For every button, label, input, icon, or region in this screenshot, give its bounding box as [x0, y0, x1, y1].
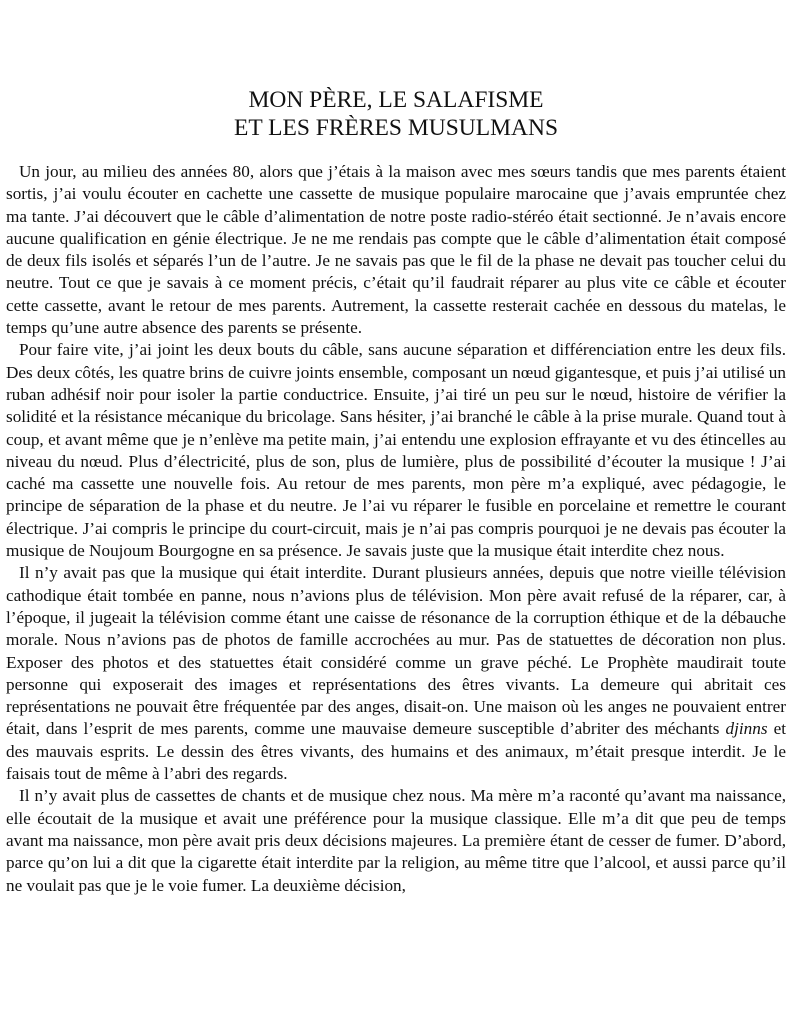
- chapter-title-line-2: ET LES FRÈRES MUSULMANS: [233, 115, 559, 141]
- body-text: [6, 161, 786, 897]
- paragraph-3-text-before: Il n’y avait pas que la musique qui était interdite. Durant plusieurs années, depuis que notre vieille télévision cathodique était tombée en panne, nous n’avions plus de télévision. Mon père avait refusé de la réparer, car, à l’époque, il jugeait la télévision comme étant une caisse de résonance de la corruption éthique et de la débauche morale. Nous n’avions pas de photos de famille accrochées au mur. Pas de statuettes de décoration non plus. Exposer des photos et des statuettes était considéré comme un grave péché. Le Prophète maudirait toute personne qui exposerait des images et représentations des êtres vivants. La demeure qui abritait ces représentations ne pouvait être fréquentée par des anges, disait-on. Une maison où les anges ne pouvaient entrer était, dans l’esprit de mes parents, comme une mauvaise demeure susceptible d’abriter des méchants: [6, 563, 786, 739]
- paragraph-1: Un jour, au milieu des années 80, alors que j’étais à la maison avec mes sœurs tandis que mes parents étaient sortis, j’ai voulu écouter en cachette une cassette de musique populaire marocaine que j’avais empruntée chez ma tante. J’ai découvert que le câble d’alimentation de notre poste radio-stéréo était sectionné. Je n’avais encore aucune qualification en génie électrique. Je ne me rendais pas compte que le câble d’alimentation était composé de deux fils isolés et séparés l’un de l’autre. Je ne savais pas que le fil de la phase ne devait pas toucher celui du neutre. Tout ce que je savais à ce moment précis, c’était qu’il faudrait réparer au plus vite ce câble et écouter cette cassette, avant le retour de mes parents. Autrement, la cassette resterait cachée en dessous du matelas, le temps qu’une autre absence des parents se présente.: [6, 162, 786, 338]
- paragraph-3: [6, 562, 786, 785]
- paragraph-4: Il n’y avait plus de cassettes de chants et de musique chez nous. Ma mère m’a raconté qu’avant ma naissance, elle écoutait de la musique et avait une préférence pour la musique classique. Elle m’a dit que peu de temps avant ma naissance, mon père avait pris deux décisions majeures. La première étant de cesser de fumer. D’abord, parce qu’on lui a dit que la cigarette était interdite par la religion, au même titre que l’alcool, et aussi parce qu’il ne voulait pas que je le voie fumer. La deuxième décision,: [6, 786, 786, 895]
- italic-word-djinns: djinns: [725, 719, 768, 739]
- paragraph-2: Pour faire vite, j’ai joint les deux bouts du câble, sans aucune séparation et différenciation entre les deux fils. Des deux côtés, les quatre brins de cuivre joints ensemble, composant un nœud gigantesque, et puis j’ai utilisé un ruban adhésif noir pour isoler la partie conductrice. Ensuite, j’ai tiré un peu sur le nœud, histoire de vérifier la solidité et la résistance mécanique du bricolage. Sans hésiter, j’ai branché le câble à la prise murale. Quand tout à coup, et avant même que je n’enlève ma petite main, j’ai entendu une explosion effrayante et vu des étincelles au niveau du nœud. Plus d’électricité, plus de son, plus de lumière, plus de possibilité d’écouter la musique ! J’ai caché ma cassette une nouvelle fois. Au retour de mes parents, mon père m’a expliqué, avec pédagogie, le principe de séparation de la phase et du neutre. Je l’ai vu réparer le fusible en porcelaine et remettre le courant électrique. J’ai compris le principe du court-circuit, mais je n’ai pas compris pourquoi je ne devais pas écouter la musique de Noujoum Bourgogne en sa présence. Je savais juste que la musique était interdite chez nous.: [6, 340, 786, 561]
- chapter-title-line-1: MON PÈRE, LE SALAFISME: [248, 87, 544, 113]
- chapter-title: [6, 86, 786, 142]
- paragraph-3-text-after: et des mauvais esprits. Le dessin des êtres vivants, des humains et des animaux, m’était presque interdit. Je le faisais tout de même à l’abri des regards.: [6, 719, 786, 784]
